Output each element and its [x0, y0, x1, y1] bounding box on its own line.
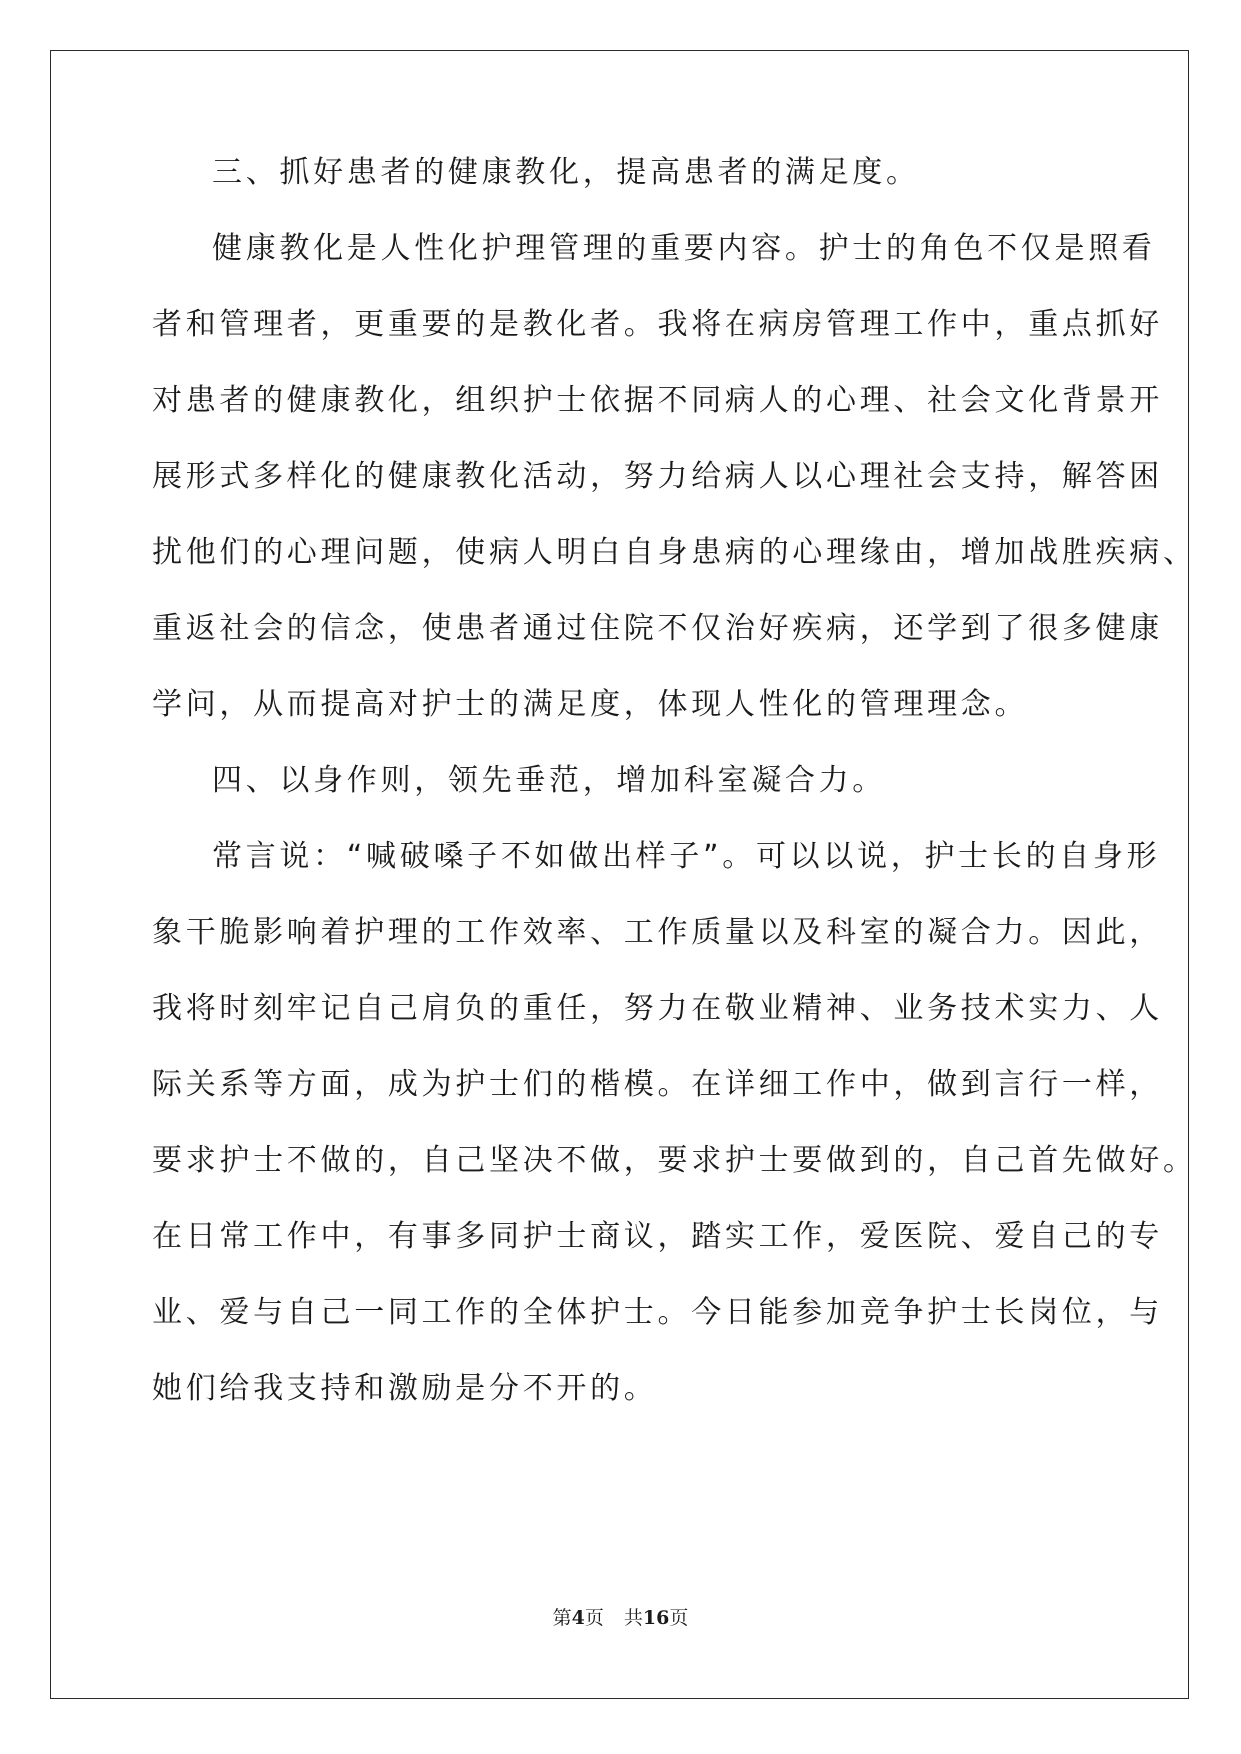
- paragraph-line: 际关系等方面，成为护士们的楷模。在详细工作中，做到言行一样，: [152, 1067, 1163, 1102]
- total-prefix: 共: [623, 1607, 643, 1629]
- paragraph-line: 健康教化是人性化护理管理的重要内容。护士的角色不仅是照看: [212, 231, 1156, 266]
- paragraph-line: 要求护士不做的，自己坚决不做，要求护士要做到的，自己首先做好。: [152, 1143, 1197, 1178]
- page-footer: [0, 1603, 1241, 1630]
- section-heading-4: 四、以身作则，领先垂范，增加科室凝合力。: [212, 763, 886, 798]
- paragraph-line: 业、爱与自己一同工作的全体护士。今日能参加竞争护士长岗位，与: [152, 1295, 1163, 1330]
- paragraph-line: 扰他们的心理问题，使病人明白自身患病的心理缘由，增加战胜疾病、: [152, 535, 1197, 570]
- paragraph-line: 重返社会的信念，使患者通过住院不仅治好疾病，还学到了很多健康: [152, 611, 1163, 646]
- section-heading-3: 三、抓好患者的健康教化，提高患者的满足度。: [212, 155, 920, 190]
- page-suffix: 页: [584, 1607, 604, 1629]
- page-number: 4: [571, 1607, 585, 1629]
- paragraph-line: 象干脆影响着护理的工作效率、工作质量以及科室的凝合力。因此，: [152, 915, 1163, 950]
- paragraph-line: 展形式多样化的健康教化活动，努力给病人以心理社会支持，解答困: [152, 459, 1163, 494]
- total-pages: 16: [642, 1607, 670, 1629]
- total-suffix: 页: [669, 1607, 689, 1629]
- page-prefix: 第: [552, 1607, 572, 1629]
- paragraph-line: 者和管理者，更重要的是教化者。我将在病房管理工作中，重点抓好: [152, 307, 1163, 342]
- paragraph-line: 常言说：“喊破嗓子不如做出样子”。可以以说，护士长的自身形: [212, 839, 1161, 874]
- paragraph-line: 学问，从而提高对护士的满足度，体现人性化的管理理念。: [152, 687, 1029, 722]
- paragraph-line: 对患者的健康教化，组织护士依据不同病人的心理、社会文化背景开: [152, 383, 1163, 418]
- paragraph-line: 在日常工作中，有事多同护士商议，踏实工作，爱医院、爱自己的专: [152, 1219, 1163, 1254]
- paragraph-line: 我将时刻牢记自己肩负的重任，努力在敬业精神、业务技术实力、人: [152, 991, 1163, 1026]
- paragraph-line: 她们给我支持和激励是分不开的。: [152, 1371, 658, 1406]
